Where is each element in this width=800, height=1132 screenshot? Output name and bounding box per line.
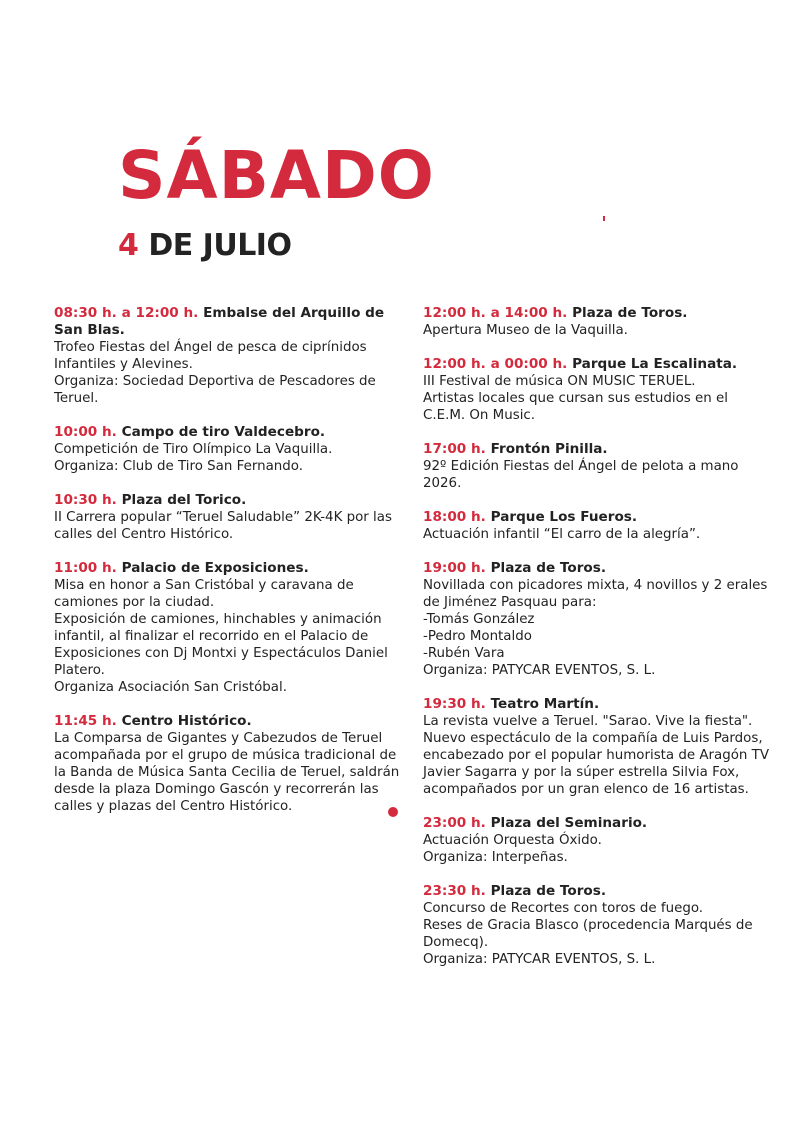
schedule-event	[423, 815, 773, 866]
schedule-event	[54, 713, 404, 815]
schedule-event	[423, 560, 773, 679]
event-time: 08:30 h. a 12:00 h.	[54, 305, 199, 321]
event-time: 19:00 h.	[423, 560, 486, 576]
date-title	[118, 228, 291, 264]
schedule-event	[423, 883, 773, 968]
event-heading	[423, 883, 773, 900]
event-heading	[423, 356, 773, 373]
event-heading	[54, 713, 404, 730]
event-description: Artistas locales que cursan sus estudios en el C.E.M. On Music.	[423, 391, 728, 423]
event-description: Organiza: Interpeñas.	[423, 850, 568, 865]
event-description: III Festival de música ON MUSIC TERUEL.	[423, 374, 696, 389]
event-time: 23:00 h.	[423, 815, 486, 831]
event-place: Campo de tiro Valdecebro.	[121, 424, 326, 440]
event-description: -Rubén Vara	[423, 646, 505, 661]
schedule-right-column	[423, 305, 773, 985]
event-time: 18:00 h.	[423, 509, 486, 525]
date-number: 4	[118, 228, 139, 263]
schedule-event	[423, 356, 773, 424]
schedule-event	[423, 441, 773, 492]
event-description: Misa en honor a San Cristóbal y caravana de camiones por la ciudad.	[54, 578, 354, 610]
event-description: Organiza: PATYCAR EVENTOS, S. L.	[423, 952, 656, 967]
event-description: Organiza Asociación San Cristóbal.	[54, 680, 287, 695]
decorative-mark	[603, 216, 605, 221]
event-time: 17:00 h.	[423, 441, 486, 457]
day-title: SÁBADO	[118, 137, 435, 214]
event-place: Parque Los Fueros.	[490, 509, 638, 525]
event-description: Reses de Gracia Blasco (procedencia Marqués de Domecq).	[423, 918, 753, 950]
event-description: II Carrera popular “Teruel Saludable” 2K-4K por las calles del Centro Histórico.	[54, 510, 392, 542]
schedule-event	[423, 305, 773, 339]
event-time: 11:45 h.	[54, 713, 117, 729]
event-description: Concurso de Recortes con toros de fuego.	[423, 901, 704, 916]
event-place: Plaza de Toros.	[572, 305, 688, 321]
schedule-event	[54, 424, 404, 475]
event-description: Apertura Museo de la Vaquilla.	[423, 323, 628, 338]
event-place: Palacio de Exposiciones.	[121, 560, 309, 576]
event-time: 10:30 h.	[54, 492, 117, 508]
event-description: 92º Edición Fiestas del Ángel de pelota a mano 2026.	[423, 459, 739, 491]
event-description: La revista vuelve a Teruel. "Sarao. Vive la fiesta". Nuevo espectáculo de la compañía de Luis Pardos, encabezado por el popular humorista de Aragón TV Javier Sagarra y por la súper estrella Silvia Fox, acompañados por un gran elenco de 16 artistas.	[423, 714, 770, 797]
event-place: Centro Histórico.	[121, 713, 252, 729]
event-description: Competición de Tiro Olímpico La Vaquilla.	[54, 442, 333, 457]
event-description: Organiza: Sociedad Deportiva de Pescadores de Teruel.	[54, 374, 376, 406]
event-description: Trofeo Fiestas del Ángel de pesca de ciprínidos Infantiles y Alevines.	[54, 340, 367, 372]
event-time: 10:00 h.	[54, 424, 117, 440]
event-place: Plaza de Toros.	[490, 883, 606, 899]
schedule-event	[423, 696, 773, 798]
schedule-event	[54, 560, 404, 696]
event-heading	[54, 305, 404, 339]
event-description: La Comparsa de Gigantes y Cabezudos de Teruel acompañada por el grupo de música tradicional de la Banda de Música Santa Cecilia de Teruel, saldrán desde la plaza Domingo Gascón y recorrerán las calles y plazas del Centro Histórico.	[54, 731, 400, 814]
event-time: 12:00 h. a 14:00 h.	[423, 305, 568, 321]
event-heading	[54, 424, 404, 441]
decorative-dot	[388, 807, 398, 817]
event-description: Exposición de camiones, hinchables y animación infantil, al finalizar el recorrido en el Palacio de Exposiciones con Dj Montxi y Espectáculos Daniel Platero.	[54, 612, 388, 678]
event-heading	[54, 560, 404, 577]
event-heading	[423, 560, 773, 577]
schedule-event	[54, 305, 404, 407]
event-description: Organiza: PATYCAR EVENTOS, S. L.	[423, 663, 656, 678]
event-description: -Tomás González	[423, 612, 535, 627]
event-description: Novillada con picadores mixta, 4 novillos y 2 erales de Jiménez Pasquau para:	[423, 578, 768, 610]
event-place: Parque La Escalinata.	[572, 356, 738, 372]
event-place: Frontón Pinilla.	[490, 441, 608, 457]
event-description: Organiza: Club de Tiro San Fernando.	[54, 459, 304, 474]
event-place: Plaza del Torico.	[121, 492, 247, 508]
schedule-event	[54, 492, 404, 543]
event-heading	[423, 509, 773, 526]
event-description: Actuación infantil “El carro de la alegría”.	[423, 527, 701, 542]
event-time: 11:00 h.	[54, 560, 117, 576]
event-description: -Pedro Montaldo	[423, 629, 532, 644]
event-heading	[423, 305, 773, 322]
event-place: Plaza de Toros.	[490, 560, 606, 576]
event-heading	[423, 815, 773, 832]
date-month: DE JULIO	[148, 228, 292, 263]
event-heading	[423, 441, 773, 458]
event-heading	[54, 492, 404, 509]
schedule-event	[423, 509, 773, 543]
schedule-left-column	[54, 305, 404, 832]
event-place: Embalse del Arquillo de San Blas.	[54, 305, 385, 338]
event-heading	[423, 696, 773, 713]
event-time: 12:00 h. a 00:00 h.	[423, 356, 568, 372]
event-place: Plaza del Seminario.	[490, 815, 648, 831]
event-time: 23:30 h.	[423, 883, 486, 899]
event-time: 19:30 h.	[423, 696, 486, 712]
event-description: Actuación Orquesta Óxido.	[423, 833, 602, 848]
event-place: Teatro Martín.	[490, 696, 600, 712]
